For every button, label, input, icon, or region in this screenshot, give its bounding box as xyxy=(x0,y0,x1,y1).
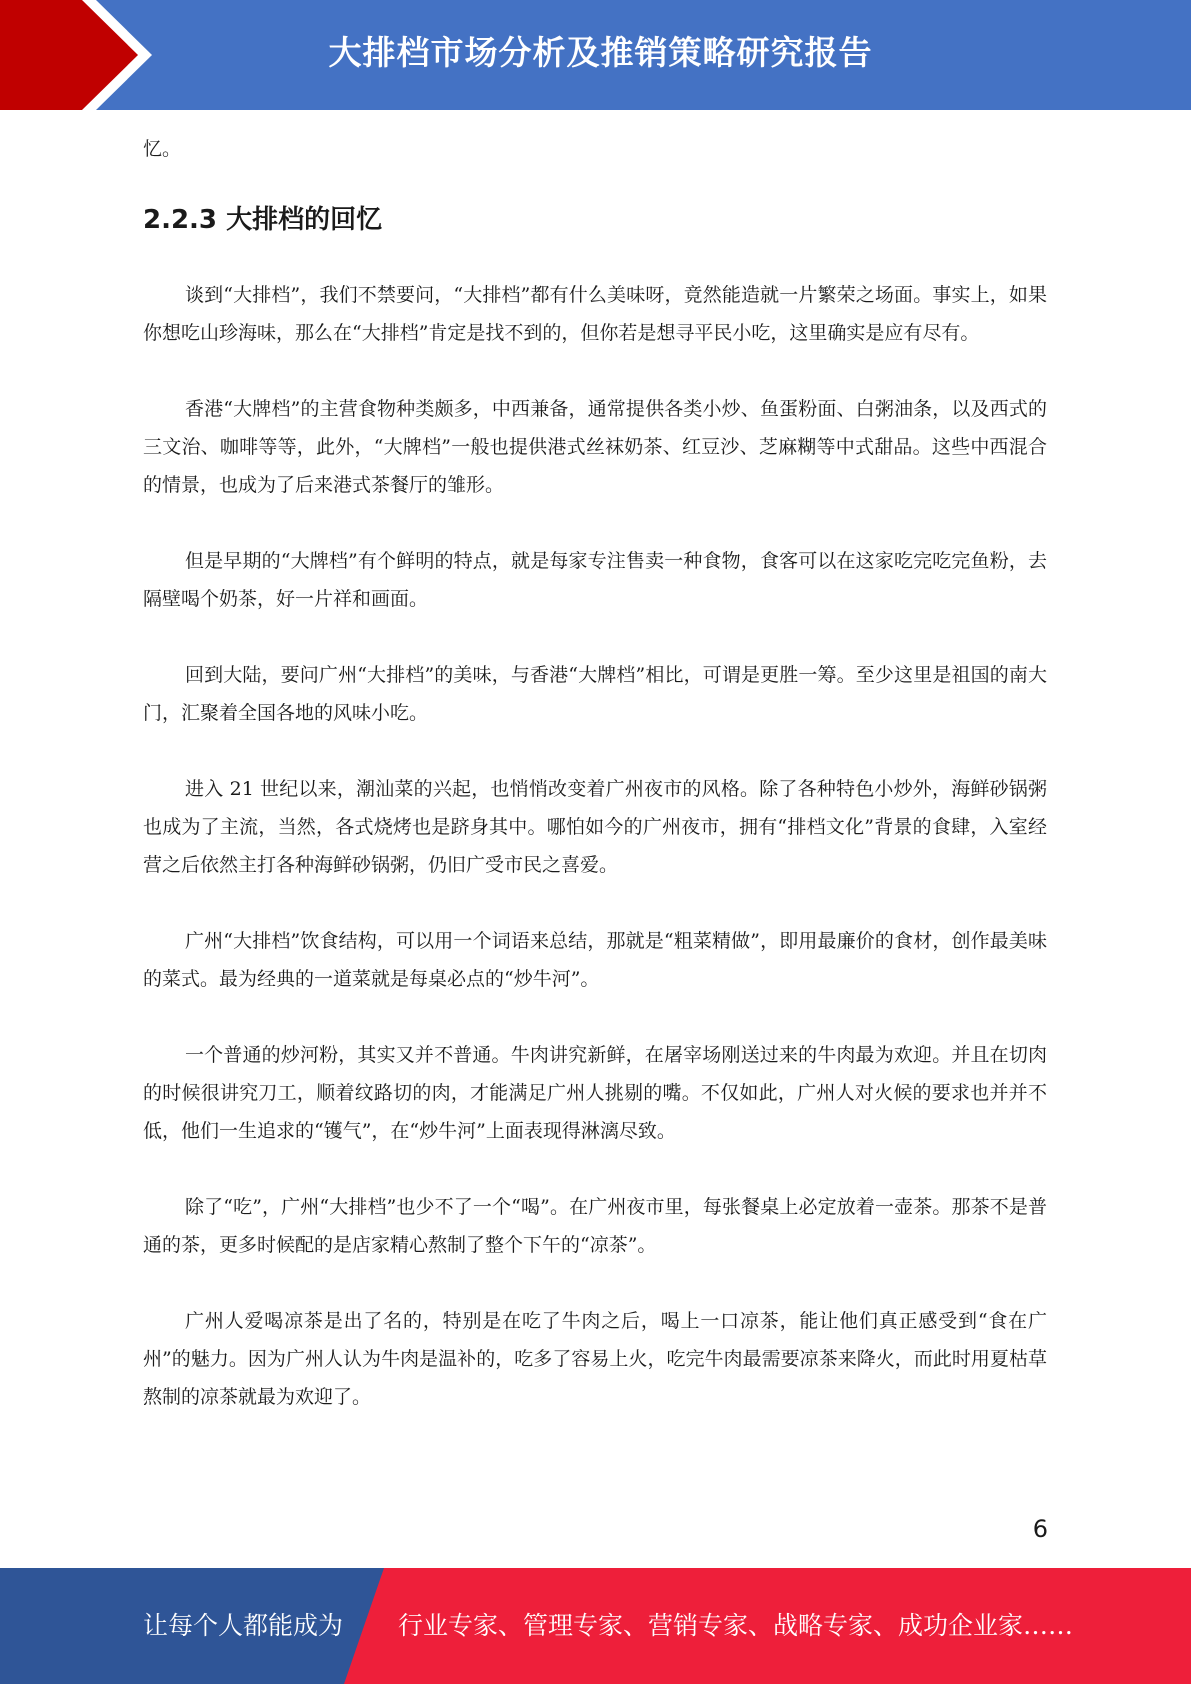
paragraph-5: 进入 21 世纪以来，潮汕菜的兴起，也悄悄改变着广州夜市的风格。除了各种特色小炒外，海鲜砂锅粥也成为了主流，当然，各式烧烤也是跻身其中。哪怕如今的广州夜市，拥有“排档文化”背景的食肆，入室经营之后依然主打各种海鲜砂锅粥，仍旧广受市民之喜爱。 xyxy=(143,778,1047,876)
page-header xyxy=(0,0,1191,110)
page-footer xyxy=(0,1568,1191,1684)
paragraph-1: 谈到“大排档”，我们不禁要问，“大排档”都有什么美味呀，竟然能造就一片繁荣之场面。事实上，如果你想吃山珍海味，那么在“大排档”肯定是找不到的，但你若是想寻平民小吃，这里确实是应有尽有。 xyxy=(143,284,1047,344)
paragraph-6: 广州“大排档”饮食结构，可以用一个词语来总结，那就是“粗菜精做”，即用最廉价的食材，创作最美味的菜式。最为经典的一道菜就是每桌必点的“炒牛河”。 xyxy=(143,930,1047,990)
paragraph-9: 广州人爱喝凉茶是出了名的，特别是在吃了牛肉之后，喝上一口凉茶，能让他们真正感受到“食在广州”的魅力。因为广州人认为牛肉是温补的，吃多了容易上火，吃完牛肉最需要凉茶来降火，而此时用夏枯草熬制的凉茶就最为欢迎了。 xyxy=(143,1310,1047,1408)
footer-slogan-right: 行业专家、管理专家、营销专家、战略专家、成功企业家…… xyxy=(398,1611,1074,1640)
footer-slogan-left: 让每个人都能成为 xyxy=(143,1611,344,1640)
paragraph-7: 一个普通的炒河粉，其实又并不普通。牛肉讲究新鲜，在屠宰场刚送过来的牛肉最为欢迎。并且在切肉的时候很讲究刀工，顺着纹路切的肉，才能满足广州人挑剔的嘴。不仅如此，广州人对火候的要求也并并不低，他们一生追求的“镬气”，在“炒牛河”上面表现得淋漓尽致。 xyxy=(143,1044,1047,1142)
paragraph-4: 回到大陆，要问广州“大排档”的美味，与香港“大牌档”相比，可谓是更胜一筹。至少这里是祖国的南大门，汇聚着全国各地的风味小吃。 xyxy=(143,664,1047,724)
section-heading: 2.2.3 大排档的回忆 xyxy=(143,205,383,235)
page-content xyxy=(143,130,1047,1416)
paragraph-3: 但是早期的“大牌档”有个鲜明的特点，就是每家专注售卖一种食物，食客可以在这家吃完吃完鱼粉，去隔壁喝个奶茶，好一片祥和画面。 xyxy=(143,550,1047,610)
document-title: 大排档市场分析及推销策略研究报告 xyxy=(328,33,873,72)
paragraph-8: 除了“吃”，广州“大排档”也少不了一个“喝”。在广州夜市里，每张餐桌上必定放着一壶茶。那茶不是普通的茶，更多时候配的是店家精心熬制了整个下午的“凉茶”。 xyxy=(143,1196,1047,1256)
lead-fragment: 忆。 xyxy=(143,138,182,160)
page-number: 6 xyxy=(1032,1515,1048,1543)
paragraph-2: 香港“大牌档”的主营食物种类颇多，中西兼备，通常提供各类小炒、鱼蛋粉面、白粥油条，以及西式的三文治、咖啡等等，此外，“大牌档”一般也提供港式丝袜奶茶、红豆沙、芝麻糊等中式甜品。这些中西混合的情景，也成为了后来港式茶餐厅的雏形。 xyxy=(143,398,1047,496)
